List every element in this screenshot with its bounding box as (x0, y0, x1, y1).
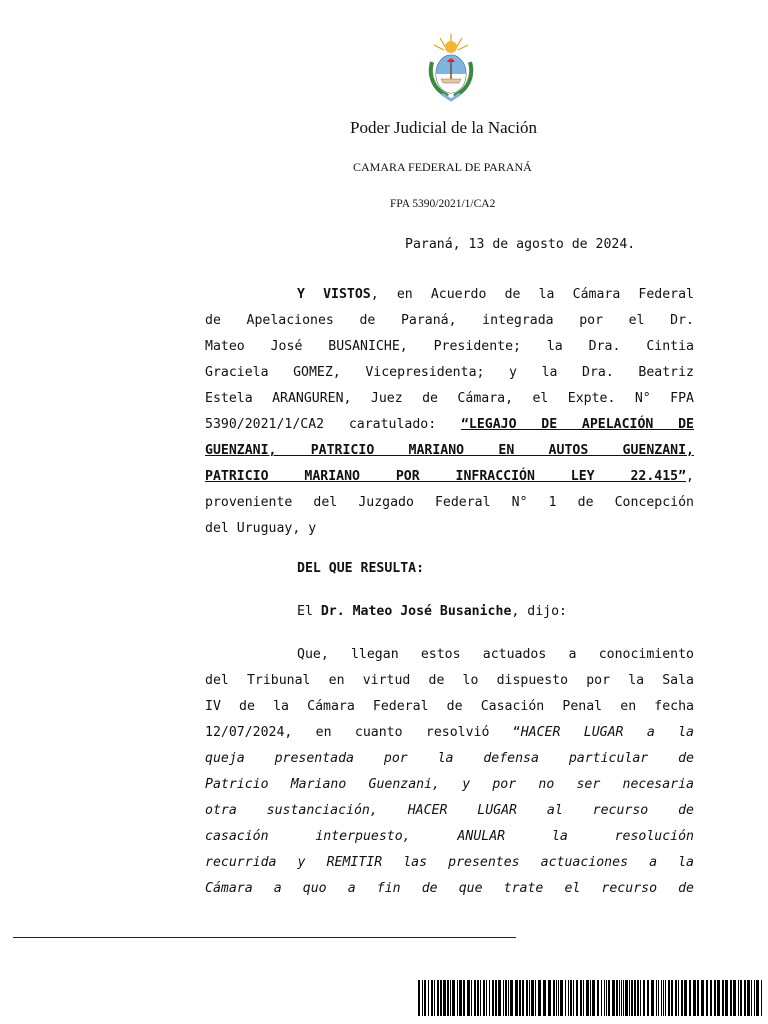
case-caption: “LEGAJO DE APELACIÓN DE (460, 417, 694, 432)
barcode-bar (621, 980, 622, 1016)
barcode-bar (437, 980, 439, 1016)
barcode-bar (656, 980, 657, 1016)
barcode-bar (619, 980, 620, 1016)
barcode-bar (678, 980, 679, 1016)
barcode-bar (733, 980, 736, 1016)
barcode-bar (515, 980, 518, 1016)
barcode-bar (608, 980, 610, 1016)
barcode-bar (751, 980, 752, 1016)
paragraph-vistos (205, 282, 694, 542)
paragraph-line: proveniente del Juzgado Federal N° 1 de Concepción (205, 495, 694, 510)
paragraph-line: Mateo José BUSANICHE, Presidente; la Dra. Cintia (205, 339, 694, 354)
barcode-bar (463, 980, 465, 1016)
speaker-suffix: , dijo: (511, 604, 567, 619)
paragraph-line: del Tribunal en virtud de lo dispuesto por la Sala (205, 673, 694, 688)
barcode-bar (740, 980, 742, 1016)
speaker-name: Dr. Mateo José Busaniche (320, 604, 512, 619)
barcode-bar (531, 980, 534, 1016)
barcode-bar (601, 980, 602, 1016)
barcode-bar (710, 980, 712, 1016)
barcode-bar (477, 980, 479, 1016)
barcode-bar (665, 980, 666, 1016)
barcode-bar (434, 980, 435, 1016)
barcode-bar (747, 980, 750, 1016)
paragraph-text: , (686, 469, 694, 484)
barcode-bar (640, 980, 641, 1016)
barcode-bar (558, 980, 559, 1016)
barcode-bar (616, 980, 618, 1016)
barcode-bar (431, 980, 433, 1016)
barcode-bar (651, 980, 654, 1016)
barcode-bar (489, 980, 490, 1016)
paragraph-line: Graciela GOMEZ, Vicepresidenta; y la Dra. Beatriz (205, 365, 694, 380)
paragraph-text: 12/07/2024, en cuanto resolvió “ (205, 725, 521, 740)
barcode-bar (486, 980, 487, 1016)
barcode-bar (684, 980, 687, 1016)
barcode-bar (570, 980, 572, 1016)
speaker-line (205, 599, 694, 625)
barcode-bar (440, 980, 442, 1016)
barcode-bar (560, 980, 563, 1016)
barcode-icon (418, 980, 763, 1016)
paragraph-line: del Uruguay, y (205, 521, 317, 536)
barcode-bar (529, 980, 530, 1016)
barcode-bar (543, 980, 546, 1016)
case-caption: PATRICIO MARIANO POR INFRACCIÓN LEY 22.415” (205, 469, 687, 484)
footnote-rule (13, 937, 516, 938)
barcode-bar (590, 980, 591, 1016)
paragraph-line: Estela ARANGUREN, Juez de Cámara, el Expte. N° FPA (205, 391, 694, 406)
barcode-bar (535, 980, 536, 1016)
barcode-bar (730, 980, 732, 1016)
barcode-bar (447, 980, 449, 1016)
barcode-bar (714, 980, 716, 1016)
barcode-bar (580, 980, 582, 1016)
barcode-bar (565, 980, 566, 1016)
barcode-bar (663, 980, 664, 1016)
vistos-heading: Y VISTOS (297, 287, 371, 302)
barcode-bar (634, 980, 636, 1016)
barcode-bar (459, 980, 462, 1016)
barcode-bar (661, 980, 662, 1016)
barcode-bar (625, 980, 628, 1016)
barcode-bar (583, 980, 584, 1016)
paragraph-que (205, 642, 694, 902)
barcode-bar (538, 980, 541, 1016)
barcode-bar (592, 980, 595, 1016)
barcode-bar (474, 980, 476, 1016)
barcode-bar (418, 980, 420, 1016)
barcode-bar (604, 980, 605, 1016)
barcode-bar (424, 980, 426, 1016)
section-heading (205, 556, 694, 582)
barcode-bar (492, 980, 494, 1016)
paragraph-line (205, 282, 694, 308)
barcode-bar (643, 980, 645, 1016)
coat-of-arms-icon (424, 32, 478, 104)
institution-title: Poder Judicial de la Nación (350, 118, 537, 137)
barcode-bar (556, 980, 557, 1016)
barcode-bar (647, 980, 649, 1016)
barcode-bar (503, 980, 504, 1016)
paragraph-line (205, 412, 694, 438)
barcode-bar (576, 980, 578, 1016)
paragraph-text: , en Acuerdo de la Cámara Federal (370, 287, 694, 302)
paragraph-line: de Apelaciones de Paraná, integrada por el Dr. (205, 313, 694, 328)
barcode-bar (522, 980, 524, 1016)
file-number: FPA 5390/2021/1/CA2 (390, 198, 496, 210)
barcode-bar (480, 980, 481, 1016)
barcode-bar (717, 980, 720, 1016)
case-caption: GUENZANI, PATRICIO MARIANO EN AUTOS GUENZANI, (205, 443, 694, 458)
paragraph-line: IV de la Cámara Federal de Casación Penal en fecha (205, 699, 694, 714)
barcode-bar (756, 980, 759, 1016)
barcode-bar (744, 980, 746, 1016)
barcode-bar (597, 980, 599, 1016)
barcode-bar (548, 980, 551, 1016)
barcode-bar (568, 980, 569, 1016)
speaker-prefix: El (297, 604, 321, 619)
barcode-bar (505, 980, 507, 1016)
quoted-resolution: casación interpuesto, ANULAR la resolución (205, 829, 694, 844)
barcode-bar (471, 980, 472, 1016)
barcode-bar (483, 980, 485, 1016)
quoted-resolution: queja presentada por la defensa particular de (205, 751, 694, 766)
barcode-bar (606, 980, 607, 1016)
barcode-bar (675, 980, 677, 1016)
barcode-bar (623, 980, 624, 1016)
barcode-bar (671, 980, 673, 1016)
barcode-bar (725, 980, 728, 1016)
barcode-bar (519, 980, 521, 1016)
barcode-bar (697, 980, 699, 1016)
paragraph-line (205, 720, 694, 746)
barcode-bar (422, 980, 423, 1016)
barcode-bar (452, 980, 455, 1016)
barcode-bar (553, 980, 555, 1016)
paragraph-line (205, 464, 694, 490)
quoted-resolution: recurrida y REMITIR las presentes actuaciones a la (205, 855, 694, 870)
date-line: Paraná, 13 de agosto de 2024. (405, 237, 636, 252)
barcode-bar (668, 980, 670, 1016)
barcode-bar (508, 980, 509, 1016)
barcode-bar (693, 980, 696, 1016)
section-heading-text: DEL QUE RESULTA: (297, 561, 425, 576)
quoted-resolution: Patricio Mariano Guenzani, y por no ser necesaria (205, 777, 694, 792)
barcode-bar (701, 980, 704, 1016)
barcode-bar (637, 980, 639, 1016)
barcode-bar (467, 980, 470, 1016)
barcode-bar (612, 980, 615, 1016)
barcode-bar (495, 980, 497, 1016)
barcode-bar (722, 980, 724, 1016)
paragraph-text: 5390/2021/1/CA2 caratulado: (205, 417, 461, 432)
quoted-resolution: otra sustanciación, HACER LUGAR al recurso de (205, 803, 694, 818)
barcode-bar (738, 980, 739, 1016)
barcode-bar (631, 980, 633, 1016)
barcode-bar (706, 980, 708, 1016)
barcode-bar (443, 980, 446, 1016)
speaker-text (205, 599, 694, 625)
barcode-bar (629, 980, 630, 1016)
barcode-bar (457, 980, 458, 1016)
quoted-resolution: Cámara a quo a fin de que trate el recurso de (205, 881, 694, 896)
barcode-bar (754, 980, 755, 1016)
barcode-bar (428, 980, 429, 1016)
paragraph-line: Que, llegan estos actuados a conocimiento (297, 647, 694, 662)
barcode-bar (450, 980, 451, 1016)
court-name: CAMARA FEDERAL DE PARANÁ (353, 160, 532, 174)
barcode-bar (761, 980, 762, 1016)
barcode-bar (586, 980, 589, 1016)
barcode-bar (498, 980, 501, 1016)
barcode-bar (681, 980, 683, 1016)
barcode-bar (526, 980, 528, 1016)
barcode-bar (573, 980, 574, 1016)
barcode-bar (689, 980, 691, 1016)
quoted-resolution: HACER LUGAR a la (520, 725, 694, 740)
barcode-bar (658, 980, 659, 1016)
barcode-bar (510, 980, 513, 1016)
